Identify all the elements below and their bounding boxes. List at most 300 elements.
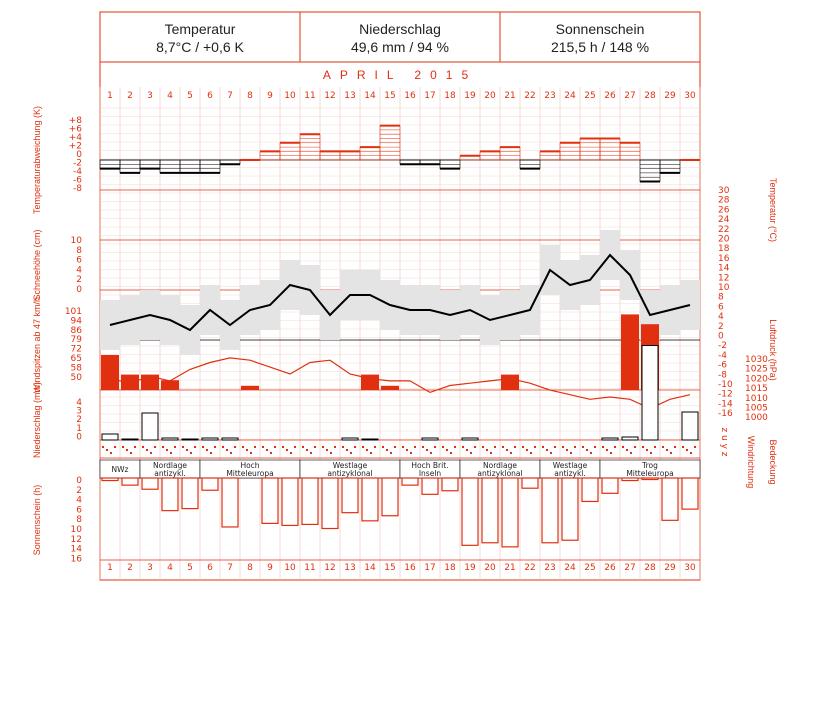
day-label-top: 5 (187, 91, 193, 101)
temp-anomaly-axis-label: Temperaturabweichung (K) (32, 105, 42, 215)
temperature-tick: -14 (718, 399, 733, 410)
wind-direction-dot (230, 452, 232, 454)
anomaly-bar (180, 160, 200, 173)
wind-direction-dot (626, 449, 628, 451)
sunshine-tick: 16 (70, 554, 82, 565)
wind-direction-dot (194, 446, 196, 448)
temperature-tick: 4 (718, 312, 724, 323)
anomaly-bar (200, 160, 220, 173)
wind-tick: 65 (70, 354, 82, 364)
cloud-axis-label: Bedeckung (768, 439, 778, 485)
day-label-top: 1 (107, 91, 113, 101)
precip-bar (122, 439, 138, 440)
day-label-top: 11 (304, 91, 316, 101)
temperature-tick: 18 (718, 244, 730, 255)
sunshine-bar (682, 478, 698, 509)
day-label-top: 4 (167, 91, 173, 101)
wind-direction-dot (406, 449, 408, 451)
sun-title: Sonnenschein (555, 21, 645, 37)
sunshine-bar (462, 478, 478, 545)
wind-gust-bar (621, 314, 639, 390)
wind-tick: 86 (70, 325, 82, 336)
precip-tick: 1 (76, 423, 82, 434)
weather-type-label: antizykl. (154, 469, 186, 478)
wind-direction-dot (674, 446, 676, 448)
temperature-tick: -4 (718, 350, 727, 361)
day-label-top: 6 (207, 91, 213, 101)
weather-type-label: Westlage (332, 461, 368, 470)
temperature-tick: 2 (718, 321, 724, 332)
day-label-bottom: 5 (187, 563, 193, 573)
wind-direction-dot (434, 446, 436, 448)
wind-direction-dot (446, 449, 448, 451)
temperature-tick: -8 (718, 370, 727, 381)
wind-direction-dot (170, 452, 172, 454)
day-label-bottom: 21 (504, 563, 516, 573)
temperature-tick: 20 (718, 234, 730, 245)
wind-direction-dot (450, 452, 452, 454)
wind-gust-bar (161, 380, 179, 390)
temperature-tick: 24 (718, 215, 730, 226)
wind-direction-dot (542, 446, 544, 448)
weather-type-label: Inseln (418, 469, 442, 478)
wind-axis-label: Windspitzen ab 47 km/h (32, 296, 42, 394)
day-label-top: 23 (544, 91, 556, 101)
day-label-top: 17 (424, 91, 436, 101)
temp-anomaly-tick: +6 (68, 124, 82, 135)
weather-type-label: NWz (111, 465, 129, 474)
sunshine-bar (422, 478, 438, 494)
wind-direction-dot (534, 446, 536, 448)
sunshine-bar (302, 478, 318, 524)
wind-direction-dot (266, 449, 268, 451)
day-label-bottom: 19 (464, 563, 476, 573)
wind-direction-dot (602, 446, 604, 448)
day-labels-bottom (107, 563, 696, 573)
temperature-tick: 10 (718, 283, 730, 293)
day-label-bottom: 1 (107, 563, 113, 573)
weather-type-label: Nordlage (483, 461, 517, 470)
day-label-top: 20 (484, 91, 496, 101)
wind-direction-dot (206, 449, 208, 451)
wind-direction-dot (186, 449, 188, 451)
wind-direction-dot (166, 449, 168, 451)
wind-direction-row (102, 446, 696, 454)
day-label-bottom: 29 (664, 563, 676, 573)
day-label-bottom: 4 (167, 563, 173, 573)
day-label-bottom: 18 (444, 563, 456, 573)
pressure-tick: 1010 (745, 393, 768, 404)
sunshine-bar (562, 478, 578, 540)
day-label-top: 18 (444, 91, 456, 101)
day-label-top: 24 (564, 91, 576, 101)
sunshine-bar (582, 478, 598, 501)
snow-tick: 6 (76, 255, 82, 266)
wind-direction-dot (554, 446, 556, 448)
precip-tick: 0 (76, 432, 82, 443)
wind-direction-dot (362, 446, 364, 448)
pressure-axis-label: Luftdruck (hPa) (768, 319, 778, 381)
wind-direction-dot (162, 446, 164, 448)
wind-direction-dot (682, 446, 684, 448)
precip-bar (102, 434, 118, 440)
temperature-tick: -10 (718, 380, 733, 390)
wind-direction-dot (114, 446, 116, 448)
temp-value: 8,7°C / +0,6 K (156, 39, 244, 55)
wind-direction-dot (686, 449, 688, 451)
temperature-axis-label: Temperatur (°C) (768, 177, 778, 243)
sunshine-tick: 8 (76, 515, 82, 526)
temp-title: Temperatur (164, 21, 236, 37)
temperature-tick: 14 (718, 263, 730, 274)
day-label-bottom: 8 (247, 563, 253, 573)
anomaly-bar (500, 147, 520, 160)
wind-direction-dot (250, 452, 252, 454)
day-label-bottom: 23 (544, 563, 556, 573)
wind-direction-dot (346, 449, 348, 451)
day-label-top: 14 (364, 91, 376, 101)
temperature-tick: 8 (718, 292, 724, 303)
month-label: APRIL 2015 (322, 68, 478, 82)
weather-type-label: Hoch Brit. (411, 461, 449, 470)
day-label-top: 21 (504, 91, 516, 101)
temperature-tick: 6 (718, 302, 724, 313)
pressure-tick: 1025 (745, 364, 768, 375)
pressure-tick: 1015 (745, 384, 768, 395)
temperature-tick: 30 (718, 186, 730, 196)
wind-gust-bar (501, 375, 519, 390)
temperature-tick: -12 (718, 389, 733, 400)
wind-direction-dot (574, 446, 576, 448)
wind-direction-dot (366, 449, 368, 451)
precip-bar (162, 438, 178, 440)
day-label-bottom: 27 (624, 563, 636, 573)
sunshine-bar (222, 478, 238, 527)
wind-direction-dot (322, 446, 324, 448)
temperature-tick: -6 (718, 360, 727, 371)
sunshine-bar (342, 478, 358, 513)
sunshine-bar (122, 478, 138, 485)
day-label-top: 29 (664, 91, 676, 101)
weather-type-label: antizyklonal (327, 469, 373, 478)
wind-gust-bar (241, 386, 259, 390)
day-label-bottom: 11 (304, 563, 316, 573)
wind-direction-dot (614, 446, 616, 448)
snow-axis-label: Schneehöhe (cm) (32, 229, 42, 301)
wind-direction-dot (390, 452, 392, 454)
summary-header (100, 12, 700, 62)
sunshine-bar (522, 478, 538, 488)
weather-type-label: antizykl. (554, 469, 586, 478)
wind-direction-dot (110, 452, 112, 454)
wind-direction-dot (430, 452, 432, 454)
wind-direction-dot (654, 446, 656, 448)
day-label-top: 27 (624, 91, 636, 101)
weather-type-label: Nordlage (153, 461, 187, 470)
wind-direction-dot (182, 446, 184, 448)
sunshine-bar (282, 478, 298, 525)
sunshine-axis-label: Sonnenschein (h) (32, 484, 42, 556)
weather-type-label: Trog (642, 461, 658, 470)
wind-direction-dot (274, 446, 276, 448)
wind-direction-dot (306, 449, 308, 451)
sunshine-bar (382, 478, 398, 516)
wind-direction-dot (394, 446, 396, 448)
wind-direction-dot (130, 452, 132, 454)
day-label-top: 25 (584, 91, 596, 101)
wind-direction-dot (646, 449, 648, 451)
sunshine-bar (102, 478, 118, 481)
wind-direction-dot (650, 452, 652, 454)
sunshine-bar (542, 478, 558, 543)
wind-direction-dot (442, 446, 444, 448)
day-label-top: 3 (147, 91, 153, 101)
wind-direction-axis-label: Windrichtung (746, 435, 756, 489)
wind-direction-dot (210, 452, 212, 454)
precip-title: Niederschlag (359, 21, 441, 37)
wind-direction-dot (562, 446, 564, 448)
wind-direction-dot (214, 446, 216, 448)
wind-direction-dot (386, 449, 388, 451)
wind-direction-dot (342, 446, 344, 448)
snow-tick: 2 (76, 275, 82, 286)
wind-tick: 50 (70, 372, 82, 383)
day-label-bottom: 14 (364, 563, 376, 573)
snow-tick: 10 (70, 236, 82, 246)
wind-direction-dot (462, 446, 464, 448)
wind-direction-dot (486, 449, 488, 451)
day-label-bottom: 22 (524, 563, 536, 573)
precip-bar (222, 438, 238, 440)
sunshine-tick: 0 (76, 476, 82, 486)
precip-tick: 4 (76, 398, 82, 408)
sunshine-bar (402, 478, 418, 485)
day-label-top: 16 (404, 91, 416, 101)
anomaly-bar (120, 160, 140, 173)
sunshine-bar (362, 478, 378, 521)
sunshine-tick: 12 (70, 534, 82, 545)
wind-direction-dot (414, 446, 416, 448)
wind-direction-dot (566, 449, 568, 451)
direction-scale-label: z u y z (719, 427, 729, 457)
day-label-bottom: 25 (584, 563, 596, 573)
wind-direction-dot (146, 449, 148, 451)
day-label-top: 15 (384, 91, 396, 101)
wind-direction-dot (494, 446, 496, 448)
wind-tick: 101 (64, 307, 82, 317)
precip-tick: 3 (76, 406, 82, 417)
precip-bar (602, 438, 618, 440)
wind-gust-bar (381, 386, 399, 390)
wind-direction-dot (690, 452, 692, 454)
precip-bar (642, 346, 658, 441)
day-label-top: 10 (284, 91, 296, 101)
sunshine-tick: 10 (70, 525, 82, 535)
wind-direction-dot (150, 452, 152, 454)
wind-direction-dot (502, 446, 504, 448)
wind-direction-dot (474, 446, 476, 448)
sunshine-tick: 4 (76, 495, 82, 506)
snow-tick: 0 (76, 285, 82, 295)
sunshine-bar (502, 478, 518, 547)
wind-direction-dot (526, 449, 528, 451)
sunshine-tick: 14 (70, 544, 82, 555)
precip-bar (342, 438, 358, 440)
wind-direction-dot (454, 446, 456, 448)
day-label-top: 13 (344, 91, 356, 101)
snow-tick: 8 (76, 245, 82, 256)
anomaly-bar (160, 160, 180, 173)
precip-bar (142, 413, 158, 440)
wind-direction-dot (402, 446, 404, 448)
temperature-tick: 0 (718, 331, 724, 342)
wind-direction-dot (290, 452, 292, 454)
day-label-top: 8 (247, 91, 253, 101)
wind-direction-dot (506, 449, 508, 451)
sunshine-bar (162, 478, 178, 511)
precip-bar (422, 438, 438, 440)
wind-direction-dot (142, 446, 144, 448)
wind-direction-dot (154, 446, 156, 448)
wind-direction-dot (106, 449, 108, 451)
wind-direction-dot (514, 446, 516, 448)
day-label-top: 12 (324, 91, 336, 101)
wind-direction-dot (470, 452, 472, 454)
sunshine-bar (202, 478, 218, 490)
day-label-bottom: 6 (207, 563, 213, 573)
wind-direction-dot (422, 446, 424, 448)
day-label-bottom: 12 (324, 563, 336, 573)
precip-bar (362, 439, 378, 440)
precip-bar (682, 412, 698, 440)
wind-direction-dot (354, 446, 356, 448)
wind-direction-dot (546, 449, 548, 451)
wind-direction-dot (302, 446, 304, 448)
wind-direction-dot (294, 446, 296, 448)
temperature-tick: -16 (718, 409, 733, 420)
pressure-tick: 1000 (745, 413, 768, 424)
temperature-tick: 16 (718, 253, 730, 264)
sunshine-bar (442, 478, 458, 491)
day-label-bottom: 20 (484, 563, 496, 573)
precip-bar (462, 438, 478, 440)
day-label-bottom: 26 (604, 563, 616, 573)
wind-direction-dot (570, 452, 572, 454)
wind-direction-dot (134, 446, 136, 448)
weather-type-row (100, 460, 700, 478)
precip-tick: 2 (76, 415, 82, 426)
wind-direction-dot (330, 452, 332, 454)
wind-direction-dot (226, 449, 228, 451)
pressure-tick: 1030 (745, 355, 768, 365)
day-label-top: 9 (267, 91, 273, 101)
wind-direction-dot (410, 452, 412, 454)
wind-direction-dot (634, 446, 636, 448)
wind-tick: 72 (70, 344, 82, 355)
day-label-bottom: 15 (384, 563, 396, 573)
wind-direction-dot (350, 452, 352, 454)
wind-direction-dot (670, 452, 672, 454)
wind-direction-dot (202, 446, 204, 448)
sun-value: 215,5 h / 148 % (550, 39, 650, 55)
sunshine-bar (622, 478, 638, 481)
temp-anomaly-tick: +4 (68, 133, 82, 143)
day-label-top: 19 (464, 91, 476, 101)
wind-direction-dot (630, 452, 632, 454)
temp-anomaly-tick: -8 (73, 184, 82, 194)
wind-direction-dot (102, 446, 104, 448)
wind-direction-dot (610, 452, 612, 454)
wind-direction-dot (426, 449, 428, 451)
wind-direction-dot (594, 446, 596, 448)
anomaly-bar (640, 160, 660, 182)
anomaly-bar (360, 147, 380, 160)
wind-direction-dot (466, 449, 468, 451)
wind-gust-bar (101, 355, 119, 390)
wind-tick: 79 (70, 335, 82, 346)
wind-direction-dot (254, 446, 256, 448)
temp-anomaly-tick: +2 (68, 141, 82, 152)
day-label-bottom: 16 (404, 563, 416, 573)
wind-direction-dot (666, 449, 668, 451)
sunshine-bar (642, 478, 658, 480)
wind-direction-dot (222, 446, 224, 448)
temperature-tick: 12 (718, 273, 730, 284)
wind-direction-dot (286, 449, 288, 451)
wind-direction-dot (374, 446, 376, 448)
day-label-bottom: 17 (424, 563, 436, 573)
wind-direction-dot (270, 452, 272, 454)
day-label-top: 26 (604, 91, 616, 101)
weather-type-label: Hoch (240, 461, 260, 470)
temperature-tick: -2 (718, 341, 727, 352)
day-label-bottom: 2 (127, 563, 133, 573)
anomaly-bar (660, 160, 680, 173)
temp-anomaly-tick: -6 (73, 175, 82, 186)
wind-direction-dot (522, 446, 524, 448)
wind-direction-dot (370, 452, 372, 454)
pressure-tick: 1020 (745, 374, 768, 385)
wind-direction-dot (662, 446, 664, 448)
anomaly-bar (600, 139, 620, 161)
wind-direction-dot (246, 449, 248, 451)
wind-direction-dot (586, 449, 588, 451)
sunshine-bar (602, 478, 618, 493)
sunshine-bar (322, 478, 338, 528)
wind-direction-dot (694, 446, 696, 448)
temperature-tick: 26 (718, 205, 730, 216)
wind-direction-dot (642, 446, 644, 448)
day-label-bottom: 13 (344, 563, 356, 573)
sunshine-bar (662, 478, 678, 520)
temp-anomaly-tick: +8 (68, 116, 82, 126)
day-label-top: 22 (524, 91, 536, 101)
sunshine-bar (182, 478, 198, 509)
day-label-top: 7 (227, 91, 233, 101)
wind-direction-dot (582, 446, 584, 448)
temp-anomaly-tick: 0 (76, 150, 82, 160)
day-labels-top (107, 91, 696, 101)
wind-direction-dot (242, 446, 244, 448)
wind-direction-dot (334, 446, 336, 448)
wind-direction-dot (326, 449, 328, 451)
temp-anomaly-tick: -2 (73, 158, 82, 169)
wind-direction-dot (622, 446, 624, 448)
wind-direction-dot (590, 452, 592, 454)
precip-bar (202, 438, 218, 440)
precip-value: 49,6 mm / 94 % (350, 39, 450, 55)
day-label-top: 28 (644, 91, 656, 101)
